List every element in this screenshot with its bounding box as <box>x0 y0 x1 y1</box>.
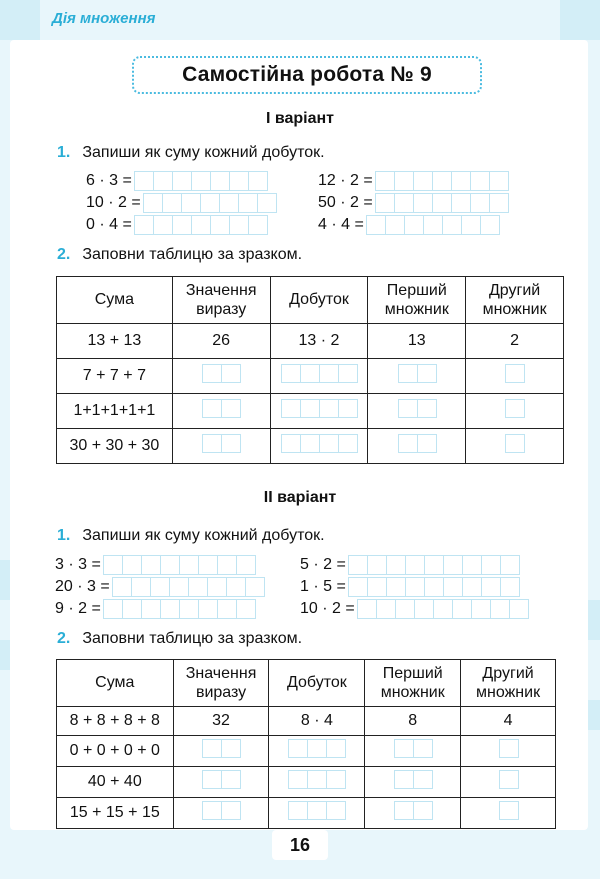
answer-cells[interactable] <box>269 767 365 798</box>
v2-expr-left-3[interactable] <box>55 599 255 619</box>
answer-cells[interactable] <box>134 215 267 235</box>
cell-sum: 13 + 13 <box>57 324 173 359</box>
v1-task1-instruction <box>57 144 325 162</box>
v1-task2-instruction <box>57 246 302 264</box>
cell-factor1: 8 <box>365 707 461 736</box>
answer-cells[interactable] <box>461 767 556 798</box>
answer-cells[interactable] <box>466 359 564 394</box>
task-text: Запиши як суму кожний добуток. <box>82 144 325 161</box>
cell-sum: 30 + 30 + 30 <box>57 429 173 464</box>
answer-cells[interactable] <box>348 577 519 597</box>
col-header: Перший множник <box>368 277 466 324</box>
table-row <box>57 798 556 829</box>
cell-factor2: 2 <box>466 324 564 359</box>
answer-cells[interactable] <box>365 798 461 829</box>
table-row <box>57 767 556 798</box>
expr-text: 10 · 2 = <box>300 600 355 617</box>
col-header: Добуток <box>269 660 365 707</box>
answer-cells[interactable] <box>173 798 269 829</box>
task-text: Заповни таблицю за зразком. <box>82 630 303 647</box>
v2-table <box>56 659 556 829</box>
v1-expr-left-3[interactable] <box>86 215 267 235</box>
answer-cells[interactable] <box>172 359 270 394</box>
cell-sum: 7 + 7 + 7 <box>57 359 173 394</box>
answer-cells[interactable] <box>466 394 564 429</box>
cell-value: 32 <box>173 707 269 736</box>
v2-expr-right-3[interactable] <box>300 599 528 619</box>
col-header: Сума <box>57 277 173 324</box>
expr-text: 5 · 2 = <box>300 556 346 573</box>
answer-cells[interactable] <box>269 736 365 767</box>
expr-text: 3 · 3 = <box>55 556 101 573</box>
col-header: Другий множник <box>466 277 564 324</box>
expr-text: 1 · 5 = <box>300 578 346 595</box>
table-row <box>57 359 564 394</box>
cell-product: 13 · 2 <box>270 324 368 359</box>
v2-expr-left-1[interactable] <box>55 555 255 575</box>
answer-cells[interactable] <box>134 171 267 191</box>
answer-cells[interactable] <box>357 599 528 619</box>
cell-value: 26 <box>172 324 270 359</box>
expr-text: 0 · 4 = <box>86 216 132 233</box>
table-header-row <box>57 660 556 707</box>
table-row <box>57 394 564 429</box>
table-row <box>57 429 564 464</box>
v2-expr-left-2[interactable] <box>55 577 264 597</box>
task-text: Запиши як суму кожний добуток. <box>82 527 325 544</box>
answer-cells[interactable] <box>375 193 508 213</box>
answer-cells[interactable] <box>466 429 564 464</box>
v1-expr-left-2[interactable] <box>86 193 276 213</box>
expr-text: 12 · 2 = <box>318 172 373 189</box>
answer-cells[interactable] <box>368 394 466 429</box>
page-title: Самостійна робота № 9 <box>132 56 482 94</box>
col-header: Сума <box>57 660 174 707</box>
answer-cells[interactable] <box>368 429 466 464</box>
answer-cells[interactable] <box>103 599 255 619</box>
v1-expr-right-2[interactable] <box>318 193 508 213</box>
cell-sum: 0 + 0 + 0 + 0 <box>57 736 174 767</box>
answer-cells[interactable] <box>269 798 365 829</box>
table-header-row <box>57 277 564 324</box>
variant-2-title: ІІ варіант <box>263 489 337 506</box>
task-number: 1. <box>57 144 71 161</box>
answer-cells[interactable] <box>172 429 270 464</box>
answer-cells[interactable] <box>143 193 276 213</box>
col-header: Значення виразу <box>173 660 269 707</box>
cell-factor1: 13 <box>368 324 466 359</box>
answer-cells[interactable] <box>173 767 269 798</box>
answer-cells[interactable] <box>365 736 461 767</box>
expr-text: 6 · 3 = <box>86 172 132 189</box>
expr-text: 20 · 3 = <box>55 578 110 595</box>
answer-cells[interactable] <box>172 394 270 429</box>
cell-sum: 15 + 15 + 15 <box>57 798 174 829</box>
expr-text: 50 · 2 = <box>318 194 373 211</box>
col-header: Добуток <box>270 277 368 324</box>
v1-expr-right-3[interactable] <box>318 215 499 235</box>
expr-text: 4 · 4 = <box>318 216 364 233</box>
cell-sum: 8 + 8 + 8 + 8 <box>57 707 174 736</box>
answer-cells[interactable] <box>270 359 368 394</box>
cell-sum: 1+1+1+1+1 <box>57 394 173 429</box>
answer-cells[interactable] <box>173 736 269 767</box>
cell-sum: 40 + 40 <box>57 767 174 798</box>
v2-expr-right-1[interactable] <box>300 555 519 575</box>
answer-cells[interactable] <box>103 555 255 575</box>
task-number: 2. <box>57 630 71 647</box>
answer-cells[interactable] <box>366 215 499 235</box>
v1-table <box>56 276 564 464</box>
answer-cells[interactable] <box>112 577 264 597</box>
task-number: 1. <box>57 527 71 544</box>
answer-cells[interactable] <box>365 767 461 798</box>
col-header: Перший множник <box>365 660 461 707</box>
answer-cells[interactable] <box>461 798 556 829</box>
task-text: Заповни таблицю за зразком. <box>82 246 303 263</box>
expr-text: 10 · 2 = <box>86 194 141 211</box>
task-number: 2. <box>57 246 71 263</box>
answer-cells[interactable] <box>270 429 368 464</box>
answer-cells[interactable] <box>368 359 466 394</box>
answer-cells[interactable] <box>270 394 368 429</box>
v2-task2-instruction <box>57 630 302 648</box>
cell-factor2: 4 <box>461 707 556 736</box>
v1-expr-left-1[interactable] <box>86 171 267 191</box>
variant-1-title: І варіант <box>265 110 335 127</box>
col-header: Другий множник <box>461 660 556 707</box>
expr-text: 9 · 2 = <box>55 600 101 617</box>
answer-cells[interactable] <box>461 736 556 767</box>
cell-product: 8 · 4 <box>269 707 365 736</box>
page-number: 16 <box>272 830 328 860</box>
answer-cells[interactable] <box>375 171 508 191</box>
v1-expr-right-1[interactable] <box>318 171 508 191</box>
v2-task1-instruction <box>57 527 325 545</box>
table-row <box>57 736 556 767</box>
answer-cells[interactable] <box>348 555 519 575</box>
col-header: Значення виразу <box>172 277 270 324</box>
table-row-example <box>57 707 556 736</box>
section-label: Дія множення <box>52 10 156 27</box>
table-row-example <box>57 324 564 359</box>
v2-expr-right-2[interactable] <box>300 577 519 597</box>
